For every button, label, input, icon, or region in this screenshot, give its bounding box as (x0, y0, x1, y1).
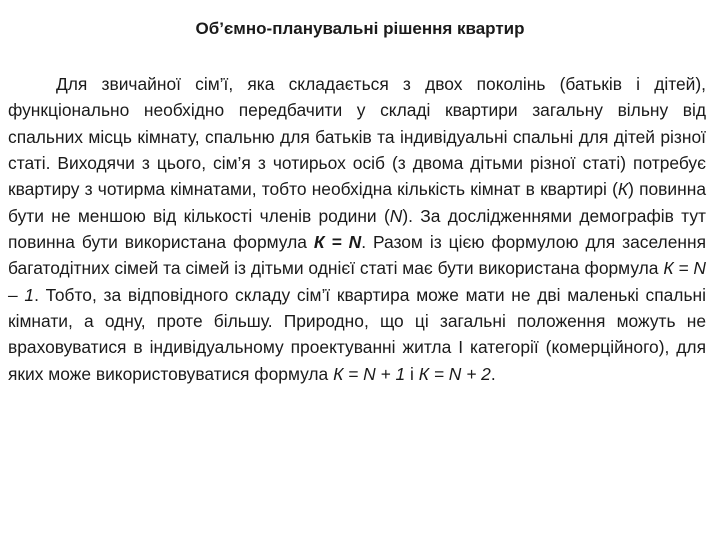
body-paragraph (8, 71, 706, 387)
formula-k-equals-n: К = N (313, 232, 362, 253)
text-segment: ) повинна бути не меншою від кількості членів родини ( (8, 179, 707, 226)
text-segment: . (490, 363, 496, 384)
text-segment: . Тобто, за відповідного складу сім’ї квартира може мати не дві маленькі спальні кімнати, а одну, проте більшу. Природно, що ці загальні положення можуть не враховуватися в індивідуальному проектуванні житла І категорії (комерційного), для яких може використовуватися формула (8, 284, 706, 384)
slide-title: Об’ємно-планувальні рішення квартир (195, 19, 525, 38)
formula-k-equals-n-minus-1: К = N – 1 (8, 258, 706, 305)
text-segment: . Разом із цією формулою для заселення багатодітних сімей та сімей із дітьми однієї статі має бути використана формула (8, 232, 706, 279)
text-segment: Для звичайної сім’ї, яка складається з двох поколінь (батьків і дітей), функціонально необхідно передбачити у складі квартири загальну вільну від спальних місць кімнату, спальню для батьків та індивідуальні спальні для дітей різної статі. Виходячи з цього, сім’я з чотирьох осіб (з двома дітьми різної статі) потребує квартиру з чотирма кімнатами, тобто необхідна кількість кімнат в квартирі ( (8, 74, 706, 200)
formula-k-equals-n-plus-2: К = N + 2 (418, 363, 491, 384)
formula-var-k: К (617, 179, 629, 200)
text-segment: і (405, 363, 419, 384)
formula-k-equals-n-plus-1: К = N + 1 (333, 363, 406, 384)
text-segment: ). За дослідженнями демографів тут повинна бути використана формула (8, 205, 706, 253)
formula-var-n: N (389, 205, 403, 226)
